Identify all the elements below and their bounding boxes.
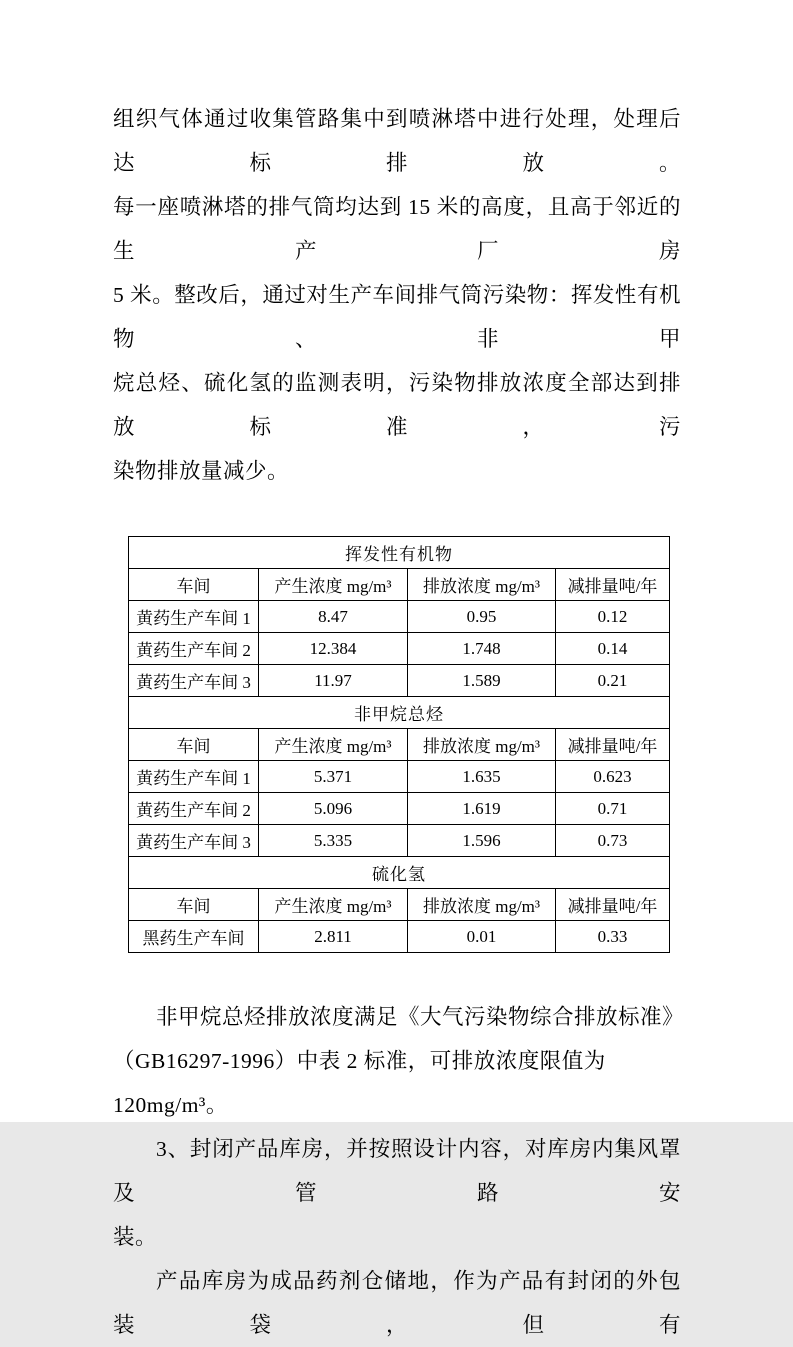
table-cell: 0.21 [556,665,670,697]
table-cell: 产生浓度 mg/m³ [259,729,408,761]
table-cell: 黄药生产车间 2 [129,793,259,825]
table-cell: 黄药生产车间 2 [129,633,259,665]
table-cell: 减排量吨/年 [556,889,670,921]
table-cell: 排放浓度 mg/m³ [408,729,556,761]
emissions-table [128,536,670,953]
paragraph-line: 3、封闭产品库房，并按照设计内容，对库房内集风罩及管路安 [113,1137,681,1205]
table-row [129,633,670,665]
table-cell: 12.384 [259,633,408,665]
table-cell: 产生浓度 mg/m³ [259,569,408,601]
table-cell: 0.12 [556,601,670,633]
table-cell: 0.14 [556,633,670,665]
paragraph-intro [113,97,681,493]
table-header-row [129,729,670,761]
paragraph-line: 产品库房为成品药剂仓储地，作为产品有封闭的外包装袋，但有 [113,1269,681,1337]
table-cell: 车间 [129,729,259,761]
table-cell: 1.635 [408,761,556,793]
table-cell: 排放浓度 mg/m³ [408,889,556,921]
table-cell: 0.01 [408,921,556,953]
page-content [113,97,685,1347]
table-cell: 排放浓度 mg/m³ [408,569,556,601]
paragraph-line: （GB16297-1996）中表 2 标准，可排放浓度限值为 120mg/m³。 [113,1049,606,1117]
paragraph-standard [113,995,685,1127]
table-cell: 1.596 [408,825,556,857]
table-cell: 8.47 [259,601,408,633]
paragraph-line: 5 米。整改后，通过对生产车间排气筒污染物：挥发性有机物、非甲 [113,283,681,351]
table-cell: 1.589 [408,665,556,697]
paragraph-line: 非甲烷总烃排放浓度满足《大气污染物综合排放标准》 [156,1005,685,1029]
table-section-title: 硫化氢 [129,857,670,889]
paragraph-item3 [113,1127,681,1259]
table-cell: 5.096 [259,793,408,825]
table-cell: 0.33 [556,921,670,953]
table-cell: 减排量吨/年 [556,729,670,761]
table-header-row [129,569,670,601]
table-row [129,761,670,793]
paragraph-line: 装。 [113,1225,158,1249]
table-section-title-row [129,697,670,729]
table-section-title-row [129,537,670,569]
table-row [129,793,670,825]
paragraph-line: 组织气体通过收集管路集中到喷淋塔中进行处理，处理后达标排放。 [113,107,681,175]
table-cell: 1.619 [408,793,556,825]
table-row [129,601,670,633]
table-cell: 减排量吨/年 [556,569,670,601]
table-cell: 1.748 [408,633,556,665]
paragraph-line: 烷总烃、硫化氢的监测表明，污染物排放浓度全部达到排放标准，污 [113,371,681,439]
table-row [129,825,670,857]
table-section-title: 非甲烷总烃 [129,697,670,729]
table-cell: 产生浓度 mg/m³ [259,889,408,921]
table-cell: 车间 [129,569,259,601]
table-cell: 黄药生产车间 1 [129,761,259,793]
table-cell: 0.95 [408,601,556,633]
table-section-title: 挥发性有机物 [129,537,670,569]
paragraph-line: 每一座喷淋塔的排气筒均达到 15 米的高度，且高于邻近的生产厂房 [113,195,681,263]
table-cell: 黄药生产车间 3 [129,825,259,857]
paragraph-warehouse [113,1259,681,1347]
table-cell: 黄药生产车间 3 [129,665,259,697]
paragraph-line: 染物排放量减少。 [113,459,290,483]
table-cell: 2.811 [259,921,408,953]
table-cell: 5.335 [259,825,408,857]
table-cell: 11.97 [259,665,408,697]
table-cell: 车间 [129,889,259,921]
table-cell: 黄药生产车间 1 [129,601,259,633]
table-cell: 0.623 [556,761,670,793]
table-header-row [129,889,670,921]
table-cell: 5.371 [259,761,408,793]
table-cell: 0.71 [556,793,670,825]
table-row [129,921,670,953]
table-body [129,537,670,953]
table-cell: 0.73 [556,825,670,857]
table-row [129,665,670,697]
table-section-title-row [129,857,670,889]
table-cell: 黑药生产车间 [129,921,259,953]
